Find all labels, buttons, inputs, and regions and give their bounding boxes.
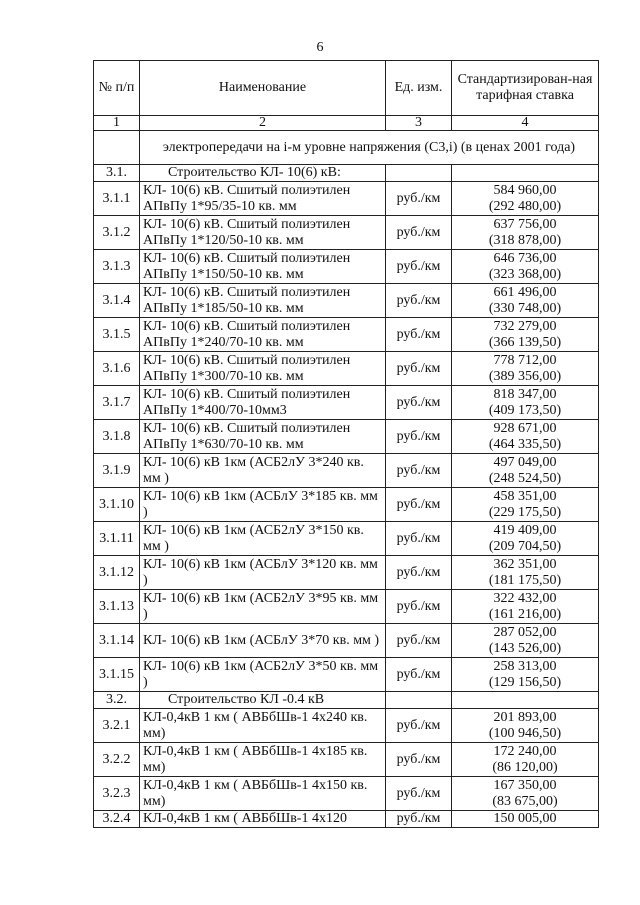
section-row [94, 692, 599, 709]
table-row [94, 318, 599, 352]
row-name: КЛ- 10(6) кВ 1км (АСБ2лУ 3*240 кв. мм ) [140, 454, 386, 488]
table-row [94, 420, 599, 454]
row-unit: руб./км [386, 658, 452, 692]
row-number: 3.1.12 [94, 556, 140, 590]
rate-value: 646 736,00 [493, 250, 557, 266]
header-number: № п/п [94, 61, 140, 116]
row-name: КЛ- 10(6) кВ 1км (АСБ2лУ 3*150 кв. мм ) [140, 522, 386, 556]
row-name: КЛ- 10(6) кВ. Сшитый полиэтилен АПвПу 1*120/50-10 кв. мм [140, 216, 386, 250]
row-number: 3.1.13 [94, 590, 140, 624]
tariff-table [93, 60, 599, 828]
header-unit: Ед. изм. [386, 61, 452, 116]
column-number: 4 [452, 116, 599, 131]
rate-value-half: (143 526,00) [488, 640, 562, 656]
rate-value: 818 347,00 [493, 386, 557, 402]
rate-value: 732 279,00 [493, 318, 557, 334]
row-number: 3.1.15 [94, 658, 140, 692]
row-number: 3.1.1 [94, 182, 140, 216]
row-value [452, 624, 599, 658]
row-name: КЛ- 10(6) кВ. Сшитый полиэтилен АПвПу 1*240/70-10 кв. мм [140, 318, 386, 352]
row-name: КЛ- 10(6) кВ 1км (АСБ2лУ 3*95 кв. мм ) [140, 590, 386, 624]
column-numbers-row [94, 116, 599, 131]
row-value [452, 250, 599, 284]
row-unit: руб./км [386, 590, 452, 624]
table-row [94, 624, 599, 658]
row-number: 3.2.1 [94, 709, 140, 743]
rate-value: 167 350,00 [493, 777, 557, 793]
rate-value-half: (323 368,00) [488, 266, 562, 282]
row-name: КЛ- 10(6) кВ. Сшитый полиэтилен АПвПу 1*630/70-10 кв. мм [140, 420, 386, 454]
table-body [94, 116, 599, 828]
rate-value: 637 756,00 [493, 216, 557, 232]
row-unit: руб./км [386, 556, 452, 590]
rate-value: 778 712,00 [493, 352, 557, 368]
row-number: 3.1.3 [94, 250, 140, 284]
row-unit: руб./км [386, 284, 452, 318]
row-name: КЛ- 10(6) кВ. Сшитый полиэтилен АПвПу 1*150/50-10 кв. мм [140, 250, 386, 284]
row-name: КЛ- 10(6) кВ 1км (АСБлУ 3*120 кв. мм ) [140, 556, 386, 590]
column-number: 2 [140, 116, 386, 131]
table-row [94, 216, 599, 250]
empty-cell [386, 165, 452, 182]
table-row [94, 709, 599, 743]
row-value [452, 420, 599, 454]
row-value [452, 777, 599, 811]
row-value [452, 454, 599, 488]
rate-value-half: (248 524,50) [488, 470, 562, 486]
row-unit: руб./км [386, 182, 452, 216]
table-row [94, 352, 599, 386]
rate-value-half: (330 748,00) [488, 300, 562, 316]
rate-value: 458 351,00 [493, 488, 557, 504]
empty-cell [452, 692, 599, 709]
row-name: КЛ-0,4кВ 1 км ( АВБбШв-1 4х120 [140, 811, 386, 828]
rate-value-half: (181 175,50) [488, 572, 562, 588]
row-name: КЛ- 10(6) кВ 1км (АСБлУ 3*185 кв. мм ) [140, 488, 386, 522]
row-number: 3.2.4 [94, 811, 140, 828]
row-unit: руб./км [386, 216, 452, 250]
table-row [94, 182, 599, 216]
row-number: 3.1.9 [94, 454, 140, 488]
row-name: КЛ- 10(6) кВ. Сшитый полиэтилен АПвПу 1*95/35-10 кв. мм [140, 182, 386, 216]
row-number: 3.2.3 [94, 777, 140, 811]
table-row [94, 743, 599, 777]
row-name: КЛ-0,4кВ 1 км ( АВБбШв-1 4х185 кв. мм) [140, 743, 386, 777]
rate-value-half: (100 946,50) [488, 725, 562, 741]
row-value [452, 352, 599, 386]
section-row [94, 165, 599, 182]
row-value [452, 318, 599, 352]
row-number: 3.2.2 [94, 743, 140, 777]
rate-value: 928 671,00 [493, 420, 557, 436]
row-value [452, 284, 599, 318]
continuation-row [94, 131, 599, 165]
rate-value-half: (464 335,50) [488, 436, 562, 452]
section-title: Строительство КЛ -0.4 кВ [140, 692, 386, 709]
table-row [94, 250, 599, 284]
table-row [94, 284, 599, 318]
rate-value-half: (366 139,50) [488, 334, 562, 350]
row-name: КЛ- 10(6) кВ. Сшитый полиэтилен АПвПу 1*400/70-10мм3 [140, 386, 386, 420]
rate-value: 584 960,00 [493, 182, 557, 198]
row-value [452, 658, 599, 692]
row-value [452, 522, 599, 556]
column-number: 1 [94, 116, 140, 131]
rate-value-half: (229 175,50) [488, 504, 562, 520]
section-title: Строительство КЛ- 10(6) кВ: [140, 165, 386, 182]
rate-value-half: (83 675,00) [492, 793, 558, 809]
row-unit: руб./км [386, 624, 452, 658]
empty-cell [386, 692, 452, 709]
rate-value: 172 240,00 [493, 743, 557, 759]
row-unit: руб./км [386, 811, 452, 828]
rate-value-half: (161 216,00) [488, 606, 562, 622]
row-name: КЛ- 10(6) кВ. Сшитый полиэтилен АПвПу 1*185/50-10 кв. мм [140, 284, 386, 318]
row-value [452, 488, 599, 522]
rate-value-half: (129 156,50) [488, 674, 562, 690]
rate-value-half: (409 173,50) [488, 402, 562, 418]
table-row [94, 777, 599, 811]
rate-value: 201 893,00 [493, 709, 557, 725]
rate-value: 497 049,00 [493, 454, 557, 470]
table-row [94, 658, 599, 692]
table-row [94, 522, 599, 556]
column-number: 3 [386, 116, 452, 131]
row-number: 3.1.5 [94, 318, 140, 352]
row-unit: руб./км [386, 318, 452, 352]
page-number: 6 [316, 40, 324, 55]
row-name: КЛ-0,4кВ 1 км ( АВБбШв-1 4х240 кв. мм) [140, 709, 386, 743]
rate-value: 661 496,00 [493, 284, 557, 300]
row-value [452, 811, 599, 828]
rate-value-half: (318 878,00) [488, 232, 562, 248]
section-number: 3.1. [94, 165, 140, 182]
row-value [452, 182, 599, 216]
row-value [452, 216, 599, 250]
row-number: 3.1.2 [94, 216, 140, 250]
row-unit: руб./км [386, 420, 452, 454]
table-row [94, 488, 599, 522]
rate-value: 150 005,00 [493, 811, 557, 826]
continuation-text: электропередачи на i-м уровне напряжения (С3,i) (в ценах 2001 года) [140, 131, 599, 165]
rate-value-half: (292 480,00) [488, 198, 562, 214]
row-unit: руб./км [386, 352, 452, 386]
row-number: 3.1.8 [94, 420, 140, 454]
row-number: 3.1.4 [94, 284, 140, 318]
rate-value: 362 351,00 [493, 556, 557, 572]
row-value [452, 386, 599, 420]
row-unit: руб./км [386, 488, 452, 522]
row-value [452, 743, 599, 777]
row-number: 3.1.14 [94, 624, 140, 658]
rate-value-half: (209 704,50) [488, 538, 562, 554]
rate-value: 322 432,00 [493, 590, 557, 606]
row-value [452, 556, 599, 590]
row-name: КЛ- 10(6) кВ 1км (АСБ2лУ 3*50 кв. мм ) [140, 658, 386, 692]
table-header-row [94, 61, 599, 116]
table-row [94, 811, 599, 828]
section-number: 3.2. [94, 692, 140, 709]
header-rate: Стандартизирован-ная тарифная ставка [452, 61, 599, 116]
table-row [94, 454, 599, 488]
empty-cell [452, 165, 599, 182]
row-unit: руб./км [386, 709, 452, 743]
rate-value: 258 313,00 [493, 658, 557, 674]
rate-value-half: (389 356,00) [488, 368, 562, 384]
rate-value: 419 409,00 [493, 522, 557, 538]
rate-value-half: (86 120,00) [492, 759, 558, 775]
row-name: КЛ- 10(6) кВ. Сшитый полиэтилен АПвПу 1*300/70-10 кв. мм [140, 352, 386, 386]
row-value [452, 590, 599, 624]
table-row [94, 556, 599, 590]
row-unit: руб./км [386, 777, 452, 811]
row-name: КЛ- 10(6) кВ 1км (АСБлУ 3*70 кв. мм ) [140, 624, 386, 658]
row-unit: руб./км [386, 522, 452, 556]
row-name: КЛ-0,4кВ 1 км ( АВБбШв-1 4х150 кв. мм) [140, 777, 386, 811]
row-number: 3.1.6 [94, 352, 140, 386]
row-unit: руб./км [386, 250, 452, 284]
row-unit: руб./км [386, 386, 452, 420]
rate-value: 287 052,00 [493, 624, 557, 640]
row-number: 3.1.7 [94, 386, 140, 420]
row-number: 3.1.10 [94, 488, 140, 522]
row-number: 3.1.11 [94, 522, 140, 556]
row-value [452, 709, 599, 743]
row-unit: руб./км [386, 454, 452, 488]
header-name: Наименование [140, 61, 386, 116]
table-row [94, 386, 599, 420]
table-row [94, 590, 599, 624]
row-unit: руб./км [386, 743, 452, 777]
